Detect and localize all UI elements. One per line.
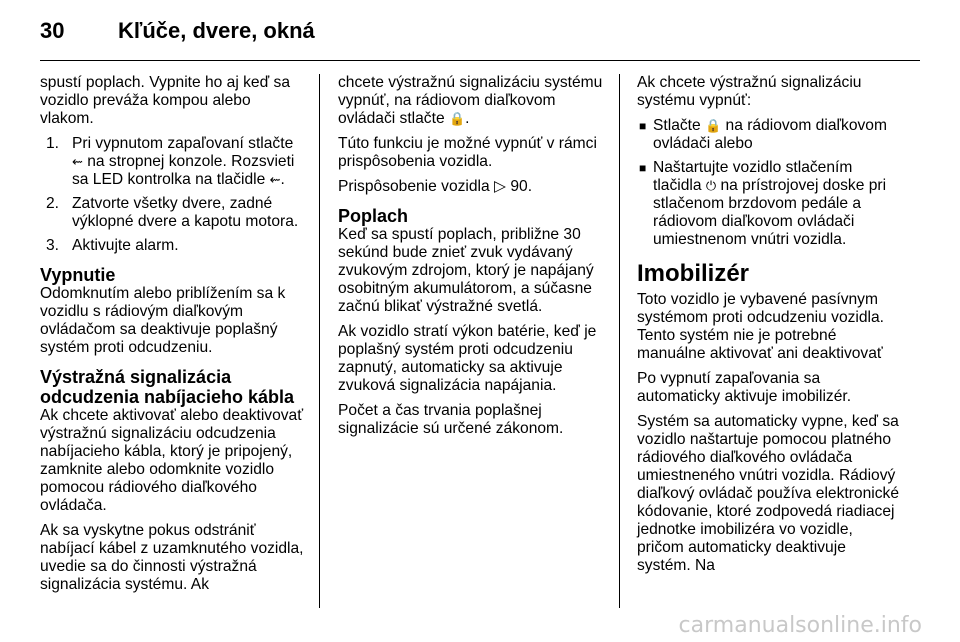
step-item — [40, 195, 305, 231]
alarm-sensor-icon: ⇜ — [72, 154, 83, 169]
heading-imobilizer: Imobilizér — [637, 260, 750, 287]
heading-vypnutie: Vypnutie — [40, 265, 116, 285]
page-reference-icon: ▷ — [494, 178, 507, 195]
text-run: Naštartujte vozidlo stlačením tlačidla — [653, 159, 853, 194]
column-2 — [338, 74, 604, 445]
column-divider-1 — [319, 74, 320, 608]
paragraph-deactivate: Ak chcete výstražnú signalizáciu systému vypnúť: — [637, 74, 862, 109]
paragraph-imobilizer: Systém sa automaticky vypne, keď sa vozidlo naštartuje pomocou platného rádiového diaľkového ovládača umiestneného vnútri vozidla. Rádiový diaľkový ovládač používa elektronické kódovanie, ktoré zodpovedá riadiacej jednotke imobilizéra vo vozidle, pričom automaticky deaktivuje systém. Na — [637, 413, 899, 574]
text-run: chcete výstražnú signalizáciu systému vypnúť, na rádiovom diaľkovom ovládači stlačte — [338, 74, 603, 127]
paragraph-poplach: Počet a čas trvania poplašnej signalizácie sú určené zákonom. — [338, 402, 564, 437]
paragraph-poplach: Ak vozidlo stratí výkon batérie, keď je poplašný systém proti odcudzeniu zapnutý, automaticky sa aktivuje zvuková signalizácia napájania. — [338, 323, 597, 394]
heading-cable-alarm: Výstražná signalizácia odcudzenia nabíjacieho kábla — [40, 367, 295, 407]
step-item — [40, 135, 305, 189]
step-number: 3. — [46, 237, 60, 254]
paragraph-continue — [338, 74, 604, 128]
chapter-title: Kľúče, dvere, okná — [118, 18, 315, 43]
paragraph-imobilizer: Po vypnutí zapaľovania sa automaticky aktivuje imobilizér. — [637, 370, 852, 405]
column-3 — [637, 74, 903, 575]
activation-steps — [40, 135, 305, 255]
bullet-square-icon: ■ — [639, 119, 647, 133]
step-text: Pri vypnutom zapaľovaní stlačte — [72, 135, 294, 152]
watermark: carmanualsonline.info — [678, 613, 922, 638]
deactivate-options — [637, 117, 903, 249]
intro-paragraph: spustí poplach. Vypnite ho aj keď sa vozidlo preváža kompou alebo vlakom. — [40, 74, 290, 127]
paragraph-vypnutie: Odomknutím alebo priblížením sa k vozidlu s rádiovým diaľkovým ovládačom sa deaktivuje poplašný systém proti odcudzeniu. — [40, 285, 286, 356]
heading-poplach: Poplach — [338, 206, 409, 226]
paragraph-imobilizer: Toto vozidlo je vybavené pasívnym systémom proti odcudzeniu vozidla. Tento systém nie je potrebné manuálne aktivovať ani deaktivovať — [637, 291, 885, 362]
text-run: Prispôsobenie vozidla — [338, 178, 495, 195]
step-text: Zatvorte všetky dvere, zadné výklopné dvere a kapotu motora. — [72, 195, 299, 230]
text-run: 90. — [506, 178, 533, 195]
lock-icon: 🔒 — [448, 111, 466, 126]
text-run: na rádiovom diaľkovom ovládači alebo — [653, 117, 887, 152]
paragraph-customize: Túto funkciu je možné vypnúť v rámci prispôsobenia vozidla. — [338, 135, 597, 170]
lock-icon: 🔒 — [705, 118, 722, 133]
page-number: 30 — [40, 18, 65, 43]
text-run: . — [465, 110, 470, 127]
bullet-item — [637, 117, 903, 153]
paragraph-reference — [338, 178, 604, 196]
bullet-item — [637, 159, 903, 249]
step-text: Aktivujte alarm. — [72, 237, 179, 254]
paragraph-cable-alarm: Ak chcete aktivovať alebo deaktivovať výstražnú signalizáciu odcudzenia nabíjacieho kábla, ktorý je pripojený, zamknite alebo odomknite vozidlo pomocou rádiového diaľkového ovládača. — [40, 407, 304, 514]
text-run: Stlačte — [653, 117, 706, 134]
column-1 — [40, 74, 305, 594]
step-number: 1. — [46, 135, 60, 152]
alarm-sensor-icon: ⇜ — [269, 172, 281, 187]
power-button-icon: ⏻ — [705, 178, 717, 193]
step-number: 2. — [46, 195, 60, 212]
paragraph-cable-alarm: Ak sa vyskytne pokus odstrániť nabíjací kábel z uzamknutého vozidla, uvedie sa do činnosti výstražná signalizácia systému. Ak — [40, 522, 304, 593]
header-divider — [40, 60, 920, 61]
page-header — [40, 14, 920, 54]
bullet-square-icon: ■ — [639, 161, 647, 175]
paragraph-poplach: Keď sa spustí poplach, približne 30 sekúnd bude znieť zvuk vydávaný zvukovým zdrojom, ktorý je napájaný osobitným akumulátorom, a súčasne začnú blikať výstražné svetlá. — [338, 226, 594, 315]
step-text: . — [280, 171, 285, 188]
text-run: na prístrojovej doske pri stlačenom brzdovom pedále a rádiovom diaľkovom ovládači umiestnenom vnútri vozidla. — [653, 177, 887, 248]
step-item — [40, 237, 305, 255]
step-text: na stropnej konzole. Rozsvieti sa LED kontrolka na tlačidle — [72, 153, 295, 188]
column-divider-2 — [619, 74, 620, 608]
